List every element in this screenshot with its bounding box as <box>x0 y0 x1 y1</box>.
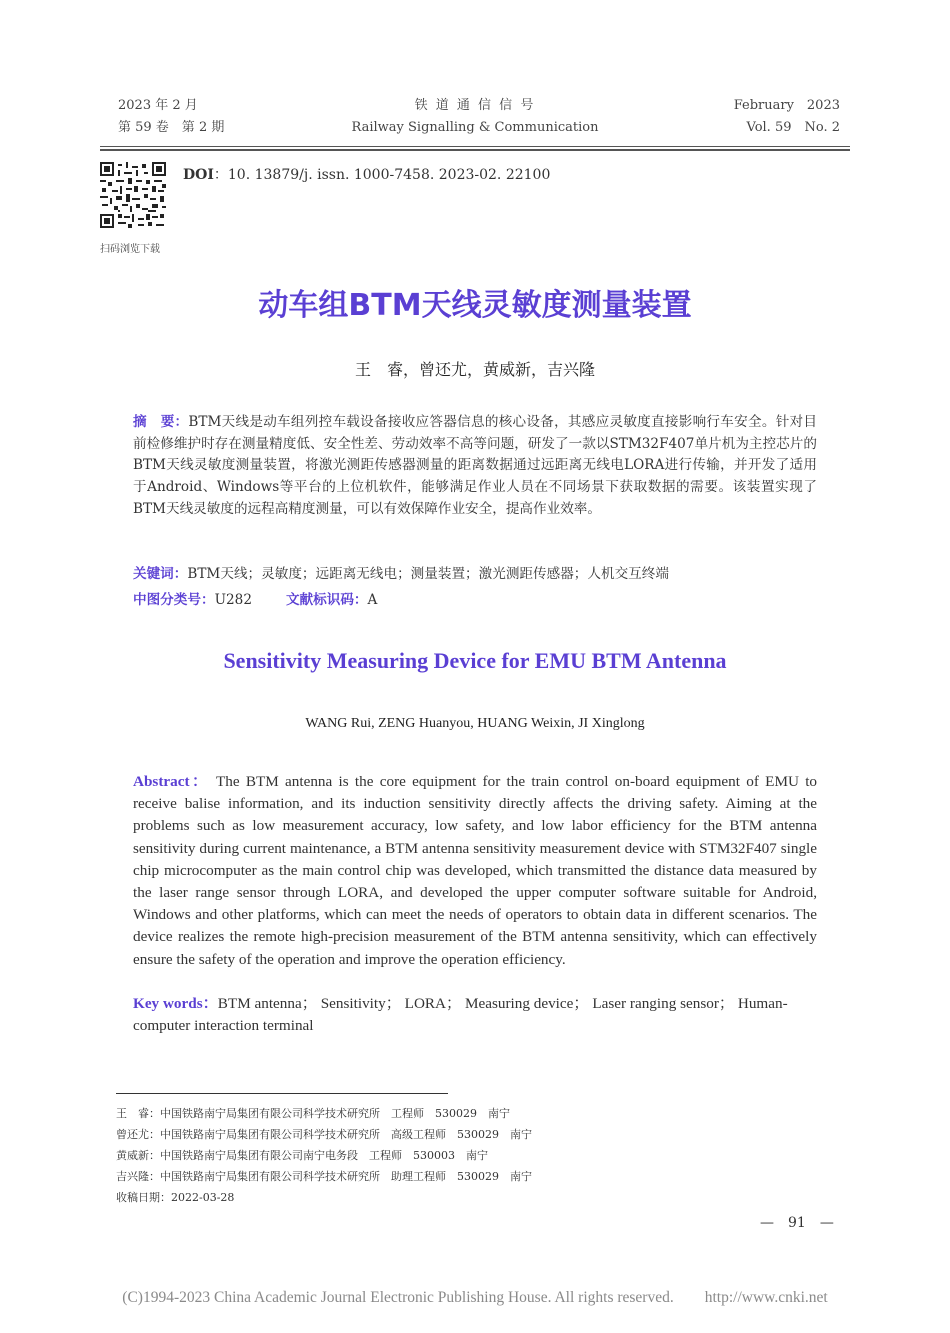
footnote-rule <box>116 1093 448 1094</box>
doi-label: DOI <box>183 167 214 183</box>
author-note: 曾还尤：中国铁路南宁局集团有限公司科学技术研究所 高级工程师 530029 南宁 <box>116 1128 532 1141</box>
abstract-en-text: The BTM antenna is the core equipment for the train control on-board equipment of EMU to receive balise information, and its induction sensitivity directly affects the driving safety. Aiming at the problems such as low measurement accuracy, low safety, and low labor efficiency for the BTM antenna sensitivity during current maintenance, a BTM antenna sensitivity measurement device with STM32F407 single chip microcomputer as the main control chip was developed, which transmitted the distance data measured by the laser range sensor through LORA, and developed the upper computer software suitable for Android, Windows and other platforms, which can meet the needs of operators to obtain data in different scenarios. The device realizes the remote high-precision measurement of the BTM antenna sensitivity, which can effectively ensure the safety of the operation and improve the operation efficiency. <box>133 773 818 968</box>
header-center <box>300 95 650 139</box>
header-rule-thick <box>100 149 850 151</box>
doc-code-label: 文献标识码： <box>285 592 368 608</box>
qr-code-icon[interactable] <box>100 162 166 228</box>
doi-line <box>183 164 550 184</box>
received-date: 收稿日期：2022-03-28 <box>116 1191 235 1204</box>
keywords-cn <box>133 564 817 586</box>
journal-name-cn: 铁 道 通 信 信 号 <box>414 98 536 113</box>
author-note: 黄威新：中国铁路南宁局集团有限公司南宁电务段 工程师 530003 南宁 <box>116 1149 488 1162</box>
author-note: 吉兴隆：中国铁路南宁局集团有限公司科学技术研究所 助理工程师 530029 南宁 <box>116 1170 532 1183</box>
author-note: 王 睿：中国铁路南宁局集团有限公司科学技术研究所 工程师 530029 南宁 <box>116 1107 510 1120</box>
title-en: Sensitivity Measuring Device for EMU BTM Antenna <box>223 648 727 673</box>
doc-code-value: A <box>367 592 378 608</box>
keywords-cn-text: BTM天线；灵敏度；远距离无线电；测量装置；激光测距传感器；人机交互终端 <box>187 566 669 582</box>
abstract-en-label: Abstract： <box>133 773 210 790</box>
keywords-en <box>133 993 817 1037</box>
page-title: 动车组BTM天线灵敏度测量装置 <box>258 288 692 323</box>
header-volume-en: Vol. 59 No. 2 <box>746 120 840 135</box>
header-date-cn: 2023 年 2 月 <box>118 98 198 113</box>
page-number: — 91 — <box>760 1215 834 1231</box>
author-notes <box>116 1103 532 1208</box>
abstract-cn-label: 摘 要： <box>133 414 189 430</box>
doi-value[interactable]: ：10. 13879/j. issn. 1000-7458. 2023-02. 22100 <box>213 167 551 183</box>
header-volume-cn: 第 59 卷 第 2 期 <box>118 120 225 135</box>
keywords-cn-label: 关键词： <box>133 566 188 582</box>
header-rule <box>100 146 850 147</box>
authors-cn: 王 睿，曾还尤，黄威新，吉兴隆 <box>354 360 595 379</box>
abstract-cn <box>133 412 817 521</box>
copyright-line: (C)1994-2023 China Academic Journal Electronic Publishing House. All rights reserved. http://www.cnki.net <box>122 1289 828 1306</box>
keywords-en-text: BTM antenna； Sensitivity； LORA； Measuring device； Laser ranging sensor； Human-computer interaction terminal <box>133 995 788 1035</box>
abstract-en <box>133 771 817 971</box>
clc-value: U282 <box>214 592 252 608</box>
classification <box>133 590 817 612</box>
abstract-cn-text: BTM天线是动车组列控车载设备接收应答器信息的核心设备，其感应灵敏度直接影响行车安全。针对目前检修维护时存在测量精度低、安全性差、劳动效率不高等问题，研发了一款以STM32F407单片机为主控芯片的BTM天线灵敏度测量装置，将激光测距传感器测量的距离数据通过远距离无线电LORA进行传输，并开发了适用于Android、Windows等平台的上位机软件，能够满足作业人员在不同场景下获取数据的需要。该装置实现了BTM天线灵敏度的远程高精度测量，可以有效保障作业安全，提高作业效率。 <box>133 414 817 517</box>
header-right <box>734 95 840 139</box>
header-left <box>118 95 224 139</box>
header-date-en: February 2023 <box>733 98 840 113</box>
clc-label: 中图分类号： <box>133 592 215 608</box>
journal-name-en: Railway Signalling & Communication <box>351 120 599 135</box>
authors-en: WANG Rui, ZENG Huanyou, HUANG Weixin, JI Xinglong <box>305 716 645 731</box>
keywords-en-label: Key words： <box>133 995 218 1012</box>
qr-caption: 扫码浏览下载 <box>100 244 160 255</box>
